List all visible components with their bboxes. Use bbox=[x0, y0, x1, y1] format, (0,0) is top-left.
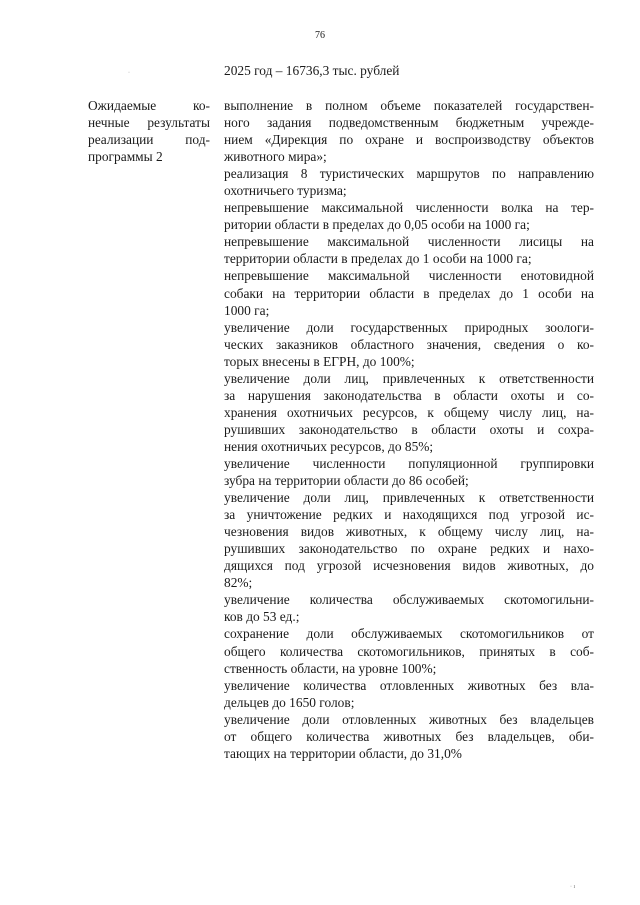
result-text-line: увеличение доли лиц, привлеченных к ответственности bbox=[224, 370, 594, 386]
page-number: 76 bbox=[315, 30, 325, 41]
result-text-line: хранения охотничьих ресурсов, к общему числу лиц, на- bbox=[224, 404, 594, 420]
result-text-line: увеличение доли лиц, привлеченных к ответственности bbox=[224, 490, 594, 506]
result-text-line: 82%; bbox=[224, 575, 253, 591]
result-text-line: чезновения видов животных, к общему числу лиц, на- bbox=[224, 524, 594, 540]
result-text-line: дельцев до 1650 голов; bbox=[224, 694, 355, 710]
result-text-line: сохранение доли обслуживаемых скотомогильников от bbox=[224, 626, 594, 642]
result-text-line: увеличение доли отловленных животных без владельцев bbox=[224, 711, 594, 727]
result-text-line: ческих заказников областного значения, сведения о ко- bbox=[224, 336, 594, 352]
result-text-line: непревышение максимальной численности лисицы на bbox=[224, 234, 594, 250]
result-text-line: животного мира»; bbox=[224, 149, 327, 165]
left-label-line: реализации под- bbox=[88, 132, 210, 147]
result-text-line: непревышение максимальной численности енотовидной bbox=[224, 268, 594, 284]
result-text-line: непревышение максимальной численности волка на тер- bbox=[224, 200, 594, 216]
result-text-line: ственность области, на уровне 100%; bbox=[224, 660, 437, 676]
scan-speck: · ı bbox=[570, 884, 576, 890]
result-text-line: нения охотничьих ресурсов, до 85%; bbox=[224, 438, 434, 454]
left-label-column bbox=[88, 97, 210, 165]
result-text-line: увеличение количества отловленных животных без вла- bbox=[224, 677, 594, 693]
result-text-line: за уничтожение редких и находящихся под угрозой ис- bbox=[224, 507, 594, 523]
result-text-line: нием «Дирекция по охране и воспроизводству объектов bbox=[224, 132, 594, 148]
result-text-line: увеличение доли государственных природных зоологи- bbox=[224, 319, 594, 335]
result-text-line: территории области в пределах до 1 особи на 1000 га; bbox=[224, 251, 532, 267]
funding-line: 2025 год – 16736,3 тыс. рублей bbox=[224, 63, 400, 78]
result-text-line: торых внесены в ЕГРН, до 100%; bbox=[224, 353, 415, 369]
result-text-line: общего количества скотомогильников, принятых в соб- bbox=[224, 643, 594, 659]
results-column bbox=[224, 97, 594, 762]
result-text-line: ков до 53 ед.; bbox=[224, 609, 300, 625]
result-text-line: дящихся под угрозой исчезновения видов животных, до bbox=[224, 558, 594, 574]
result-text-line: тающих на территории области, до 31,0% bbox=[224, 745, 462, 761]
result-text-line: выполнение в полном объеме показателей государствен- bbox=[224, 98, 594, 113]
result-text-line: зубра на территории области до 86 особей; bbox=[224, 473, 469, 489]
left-label-line: нечные результаты bbox=[88, 115, 210, 130]
scan-speck: · bbox=[128, 70, 130, 76]
result-text-line: охотничьего туризма; bbox=[224, 183, 347, 199]
result-text-line: увеличение количества обслуживаемых скотомогильни- bbox=[224, 592, 594, 608]
result-text-line: рушивших законодательство в области охоты и сохра- bbox=[224, 421, 594, 437]
result-text-line: ного задания подведомственным бюджетным учрежде- bbox=[224, 115, 594, 131]
result-text-line: рушивших законодательство по охране редких и нахо- bbox=[224, 541, 594, 557]
result-text-line: увеличение численности популяционной группировки bbox=[224, 455, 594, 471]
left-label-line: программы 2 bbox=[88, 149, 163, 164]
result-text-line: собаки на территории области в пределах до 1 особи на bbox=[224, 285, 594, 301]
result-text-line: от общего количества животных без владельцев, оби- bbox=[224, 728, 594, 744]
result-text-line: реализация 8 туристических маршрутов по направлению bbox=[224, 166, 594, 182]
result-text-line: ритории области в пределах до 0,05 особи на 1000 га; bbox=[224, 217, 530, 233]
result-text-line: за нарушения законодательства в области охоты и со- bbox=[224, 387, 594, 403]
result-text-line: 1000 га; bbox=[224, 302, 270, 318]
left-label-line: Ожидаемые ко- bbox=[88, 98, 210, 113]
